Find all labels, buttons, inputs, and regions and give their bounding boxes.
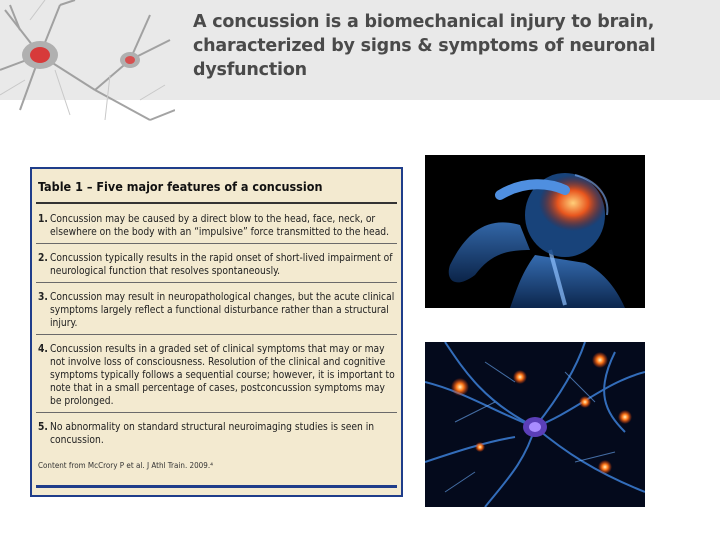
neuron-network-image	[425, 342, 645, 507]
item-number: 1.	[38, 214, 48, 225]
table-top-rule	[36, 202, 397, 204]
list-item	[36, 335, 397, 413]
concussion-features-table	[30, 167, 403, 497]
table-title: Table 1 – Five major features of a concussion	[38, 179, 323, 194]
table-bottom-rule	[36, 485, 397, 488]
list-item	[36, 205, 397, 244]
list-item	[36, 413, 397, 451]
item-number: 3.	[38, 292, 48, 303]
item-number: 2.	[38, 253, 48, 264]
item-text: No abnormality on standard structural neuroimaging studies is seen in concussion.	[50, 422, 375, 446]
item-text: Concussion typically results in the rapid onset of short-lived impairment of neurological function that resolves spontaneously.	[50, 253, 393, 277]
brain-injury-image	[425, 155, 645, 308]
item-number: 5.	[38, 422, 48, 433]
neuron-illustration	[0, 0, 175, 125]
features-list	[36, 205, 397, 451]
list-item	[36, 244, 397, 283]
list-item	[36, 283, 397, 335]
item-text: Concussion may result in neuropathological changes, but the acute clinical symptoms largely reflect a functional disturbance rather than a structural injury.	[50, 292, 395, 329]
item-text: Concussion may be caused by a direct blow to the head, face, neck, or elsewhere on the body with an “impulsive” force transmitted to the head.	[50, 214, 390, 238]
item-number: 4.	[38, 344, 48, 355]
item-text: Concussion results in a graded set of clinical symptoms that may or may not involve loss of consciousness. Resolution of the clinical and cognitive symptoms typically follows a sequential course; however, it is important to note that in a small percentage of cases, postconcussion symptoms may be prolonged.	[50, 344, 395, 407]
slide-title: A concussion is a biomechanical injury to brain, characterized by signs & symptoms of neuronal dysfunction	[193, 12, 656, 80]
table-footnote: Content from McCrory P et al. J Athl Train. 2009.⁴	[38, 461, 213, 470]
